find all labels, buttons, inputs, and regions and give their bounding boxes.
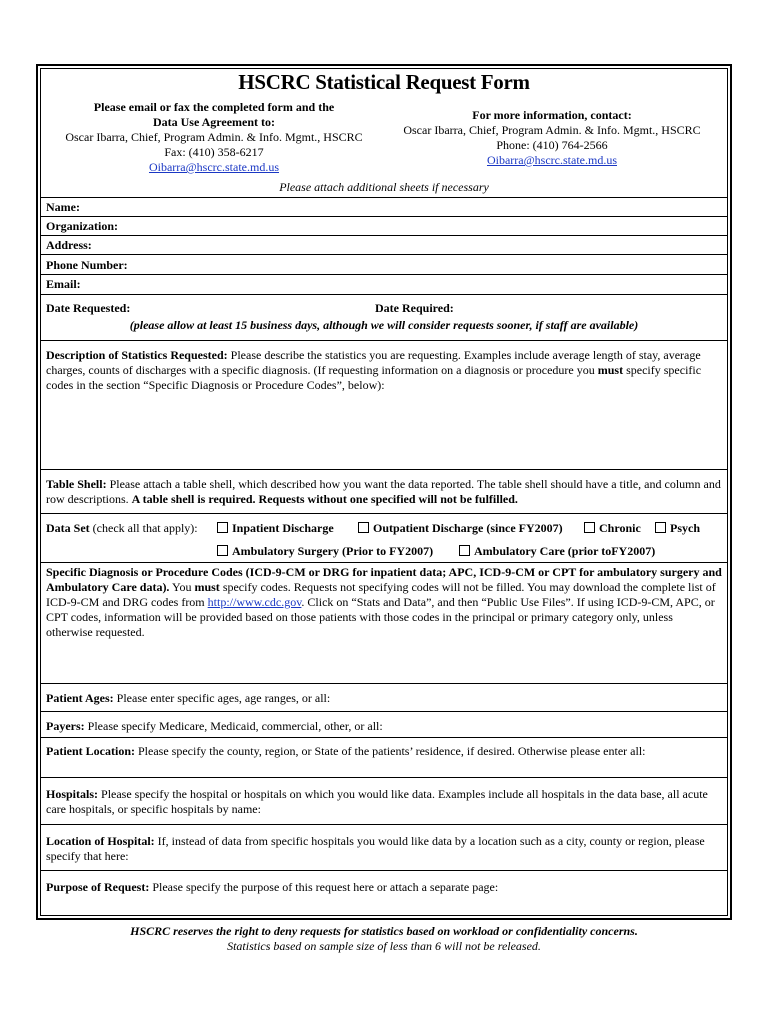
inpatient-discharge-label: Inpatient Discharge [232, 521, 334, 535]
location-of-hospital-text: If, instead of data from specific hospitals you would like data by a location such as a city, county or region, please specify that here: [46, 834, 705, 863]
hospitals-section[interactable] [40, 777, 728, 824]
patient-location-text: Please specify the county, region, or State of the patients’ residence, if desired. Otherwise please enter all: [135, 744, 646, 758]
psych-label: Psych [670, 521, 700, 535]
payers-text: Please specify Medicare, Medicaid, commercial, other, or all: [84, 719, 383, 733]
hospitals-text: Please specify the hospital or hospitals on which you would like data. Examples include all hospitals in the data base, all acute care hospitals, or specific hospitals by name: [46, 787, 708, 816]
info-contact [384, 108, 720, 168]
patient-ages-section[interactable] [40, 683, 728, 711]
organization-label: Organization: [46, 219, 118, 233]
ambulatory-care-checkbox[interactable] [459, 545, 470, 556]
patient-location-label: Patient Location: [46, 744, 135, 758]
cdc-link[interactable]: http://www.cdc.gov [207, 595, 302, 609]
codes-text-3: . Click on “Stats and Data”, and then “Public Use Files”. If using ICD-9-CM, APC, or CPT codes, information will be provided based on those patients with those codes in the principal or primary category only, unless otherwise requested. [46, 595, 715, 639]
ambulatory-surgery-label: Ambulatory Surgery (Prior to FY2007) [232, 544, 434, 558]
info-contact-heading: For more information, contact: [472, 108, 632, 122]
submission-email-link[interactable]: Oibarra@hscrc.state.md.us [148, 160, 279, 174]
business-days-note: (please allow at least 15 business days, although we will consider requests sooner, if staff are available) [129, 318, 639, 332]
location-of-hospital-label: Location of Hospital: [46, 834, 155, 848]
purpose-text: Please specify the purpose of this request here or attach a separate page: [149, 880, 499, 894]
outpatient-discharge-checkbox[interactable] [358, 522, 369, 533]
name-field[interactable] [40, 197, 728, 216]
psych-checkbox[interactable] [655, 522, 666, 533]
address-field[interactable] [40, 235, 728, 254]
inpatient-discharge-option[interactable] [217, 521, 334, 536]
location-of-hospital-section[interactable] [40, 824, 728, 870]
data-set-section [40, 513, 728, 562]
chronic-label: Chronic [599, 521, 641, 535]
patient-ages-label: Patient Ages: [46, 691, 114, 705]
chronic-option[interactable] [584, 521, 641, 536]
dates-section [40, 294, 728, 340]
table-shell-label: Table Shell: [46, 477, 107, 491]
form-title: HSCRC Statistical Request Form [238, 70, 530, 94]
phone-label: Phone Number: [46, 258, 128, 272]
chronic-checkbox[interactable] [584, 522, 595, 533]
phone-field[interactable] [40, 254, 728, 274]
table-shell-section[interactable] [40, 469, 728, 513]
payers-section[interactable] [40, 711, 728, 737]
table-shell-text: Please attach a table shell, which described how you want the data reported. The table shell should have a title, and column and row descriptions. [46, 477, 721, 506]
codes-label: Specific Diagnosis or Procedure Codes (ICD-9-CM or DRG for inpatient data; APC, ICD-9-CM or CPT for ambulatory surgery and Ambulatory Care data). [46, 565, 722, 594]
codes-text-1: You [169, 580, 195, 594]
deny-requests-notice: HSCRC reserves the right to deny requests for statistics based on workload or confidentiality concerns. [130, 924, 638, 938]
ambulatory-surgery-checkbox[interactable] [217, 545, 228, 556]
description-must: must [597, 363, 624, 377]
codes-must: must [194, 580, 220, 594]
hospitals-label: Hospitals: [46, 787, 99, 801]
submission-contact-name: Oscar Ibarra, Chief, Program Admin. & Info. Mgmt., HSCRC [65, 130, 363, 144]
submission-instruction-line2: Data Use Agreement to: [152, 115, 276, 129]
submission-fax: Fax: (410) 358-6217 [164, 145, 264, 159]
payers-label: Payers: [46, 719, 85, 733]
inpatient-discharge-checkbox[interactable] [217, 522, 228, 533]
email-field[interactable] [40, 274, 728, 294]
submission-contact [44, 100, 384, 175]
description-text-1: Please describe the statistics you are requesting. Examples include average length of stay, average charges, counts of discharges with a specific diagnosis. (If requesting information on a diagnosis or procedure you [46, 348, 701, 377]
codes-text-2: specify codes. Requests not specifying codes will not be filled. You may download the complete list of ICD-9-CM and DRG codes from [46, 580, 716, 609]
email-label: Email: [46, 277, 81, 291]
submission-instruction-line1: Please email or fax the completed form and the [93, 100, 335, 114]
info-contact-name: Oscar Ibarra, Chief, Program Admin. & Info. Mgmt., HSCRC [403, 123, 701, 137]
description-section[interactable] [40, 340, 728, 469]
patient-ages-text: Please enter specific ages, age ranges, or all: [113, 691, 331, 705]
attach-sheets-note: Please attach additional sheets if necessary [279, 180, 489, 194]
data-set-sublabel: (check all that apply): [89, 521, 198, 535]
address-label: Address: [46, 238, 92, 252]
ambulatory-care-label: Ambulatory Care (prior toFY2007) [474, 544, 656, 558]
date-required-label[interactable]: Date Required: [375, 301, 454, 315]
purpose-label: Purpose of Request: [46, 880, 150, 894]
outpatient-discharge-label: Outpatient Discharge (since FY2007) [373, 521, 563, 535]
ambulatory-care-option[interactable] [459, 544, 655, 559]
data-set-label: Data Set [46, 521, 90, 535]
ambulatory-surgery-option[interactable] [217, 544, 433, 559]
info-contact-email-link[interactable]: Oibarra@hscrc.state.md.us [486, 153, 617, 167]
date-requested-label[interactable]: Date Requested: [46, 301, 131, 315]
description-label: Description of Statistics Requested: [46, 348, 228, 362]
patient-location-section[interactable] [40, 737, 728, 777]
name-label: Name: [46, 200, 80, 214]
psych-option[interactable] [655, 521, 700, 536]
purpose-section[interactable] [40, 870, 728, 916]
codes-section[interactable] [40, 562, 728, 683]
outpatient-discharge-option[interactable] [358, 521, 563, 536]
organization-field[interactable] [40, 216, 728, 235]
info-contact-phone: Phone: (410) 764-2566 [496, 138, 608, 152]
table-shell-required: A table shell is required. Requests without one specified will not be fulfilled. [131, 492, 518, 506]
sample-size-notice: Statistics based on sample size of less than 6 will not be released. [227, 939, 541, 953]
description-text-2: specify specific codes in the section “Specific Diagnosis or Procedure Codes”, below): [46, 363, 702, 392]
